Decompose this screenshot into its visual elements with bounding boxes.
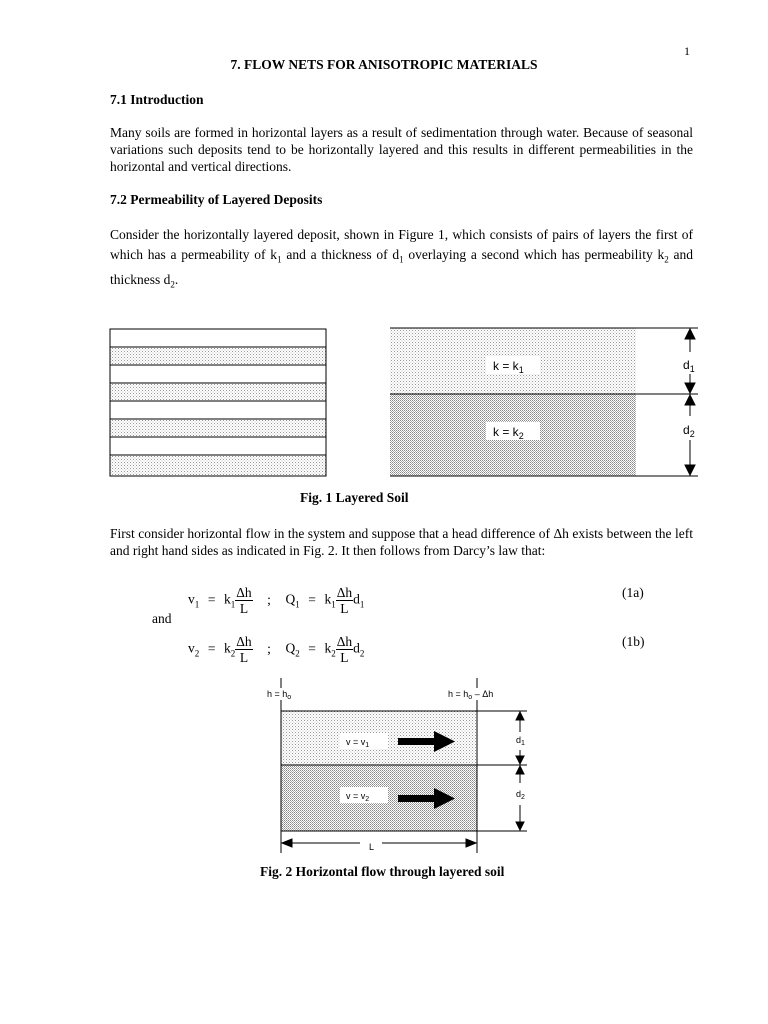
left-head-label: $h = h_o$ <box>267 689 292 701</box>
layered-block-right <box>390 328 698 476</box>
page-number: 1 <box>684 44 690 58</box>
document-title: 7. FLOW NETS FOR ANISOTROPIC MATERIALS <box>230 57 538 72</box>
fig2-label-d2: $d_2$ <box>516 789 525 801</box>
figure-2-caption: Fig. 2 Horizontal flow through layered soil <box>260 864 505 879</box>
equation-1b: $v_2 = k_2$ $\frac{\Delta h}{L}$ ; $Q_2 = k_2$ $\frac{\Delta h}{L}$ $d_2$ <box>188 634 365 665</box>
equation-1a: $v_1 = k_1$ $\frac{\Delta h}{L}$ ; $Q_1 = k_1$ $\frac{\Delta h}{L}$ $d_1$ <box>188 585 365 616</box>
equation-1b-label: (1b) <box>622 634 645 649</box>
intro-paragraph: Many soils are formed in horizontal layers as a result of sedimentation through water. Because of seasonal variations such deposits tend to be horizontally layered and this results in different permeabilities in the horizontal and vertical directions. <box>110 125 693 174</box>
dimension-arrows <box>685 328 695 476</box>
fig2-label-d1: $d_1$ <box>516 735 525 747</box>
label-v1: $v = v_1$ <box>346 737 370 749</box>
fig2-label-length: L <box>369 842 375 852</box>
permeability-paragraph: Consider the horizontally layered deposit, shown in Figure 1, which consists of pairs of layers the first of which has a permeability of $k_1$ and a thickness of $d_1$ overlaying a second which has permeability $k_2$ and thickness $d_2$. <box>110 227 693 290</box>
and-word: and <box>152 611 172 626</box>
label-v2: $v = v_2$ <box>346 791 370 803</box>
figure-2-horizontal-flow <box>250 678 550 858</box>
right-head-label: $h = h_o - \Delta h$ <box>448 689 494 701</box>
layered-block-left <box>110 329 326 476</box>
label-k2: $k = k_2$ <box>493 425 524 441</box>
section-heading-introduction: 7.1 Introduction <box>110 92 204 107</box>
figure-1-layered-soil <box>100 318 710 488</box>
darcy-paragraph: First consider horizontal flow in the system and suppose that a head difference of Δh exists between the left and right hand sides as indicated in Fig. 2. It then follows from Darcy’s law that: <box>110 526 693 558</box>
label-d2: $d_2$ <box>683 423 695 439</box>
equation-1a-label: (1a) <box>622 585 644 600</box>
section-heading-permeability: 7.2 Permeability of Layered Deposits <box>110 192 323 207</box>
label-k1: $k = k_1$ <box>493 359 524 375</box>
figure-1-caption: Fig. 1 Layered Soil <box>300 490 409 505</box>
label-d1: $d_1$ <box>683 358 695 374</box>
